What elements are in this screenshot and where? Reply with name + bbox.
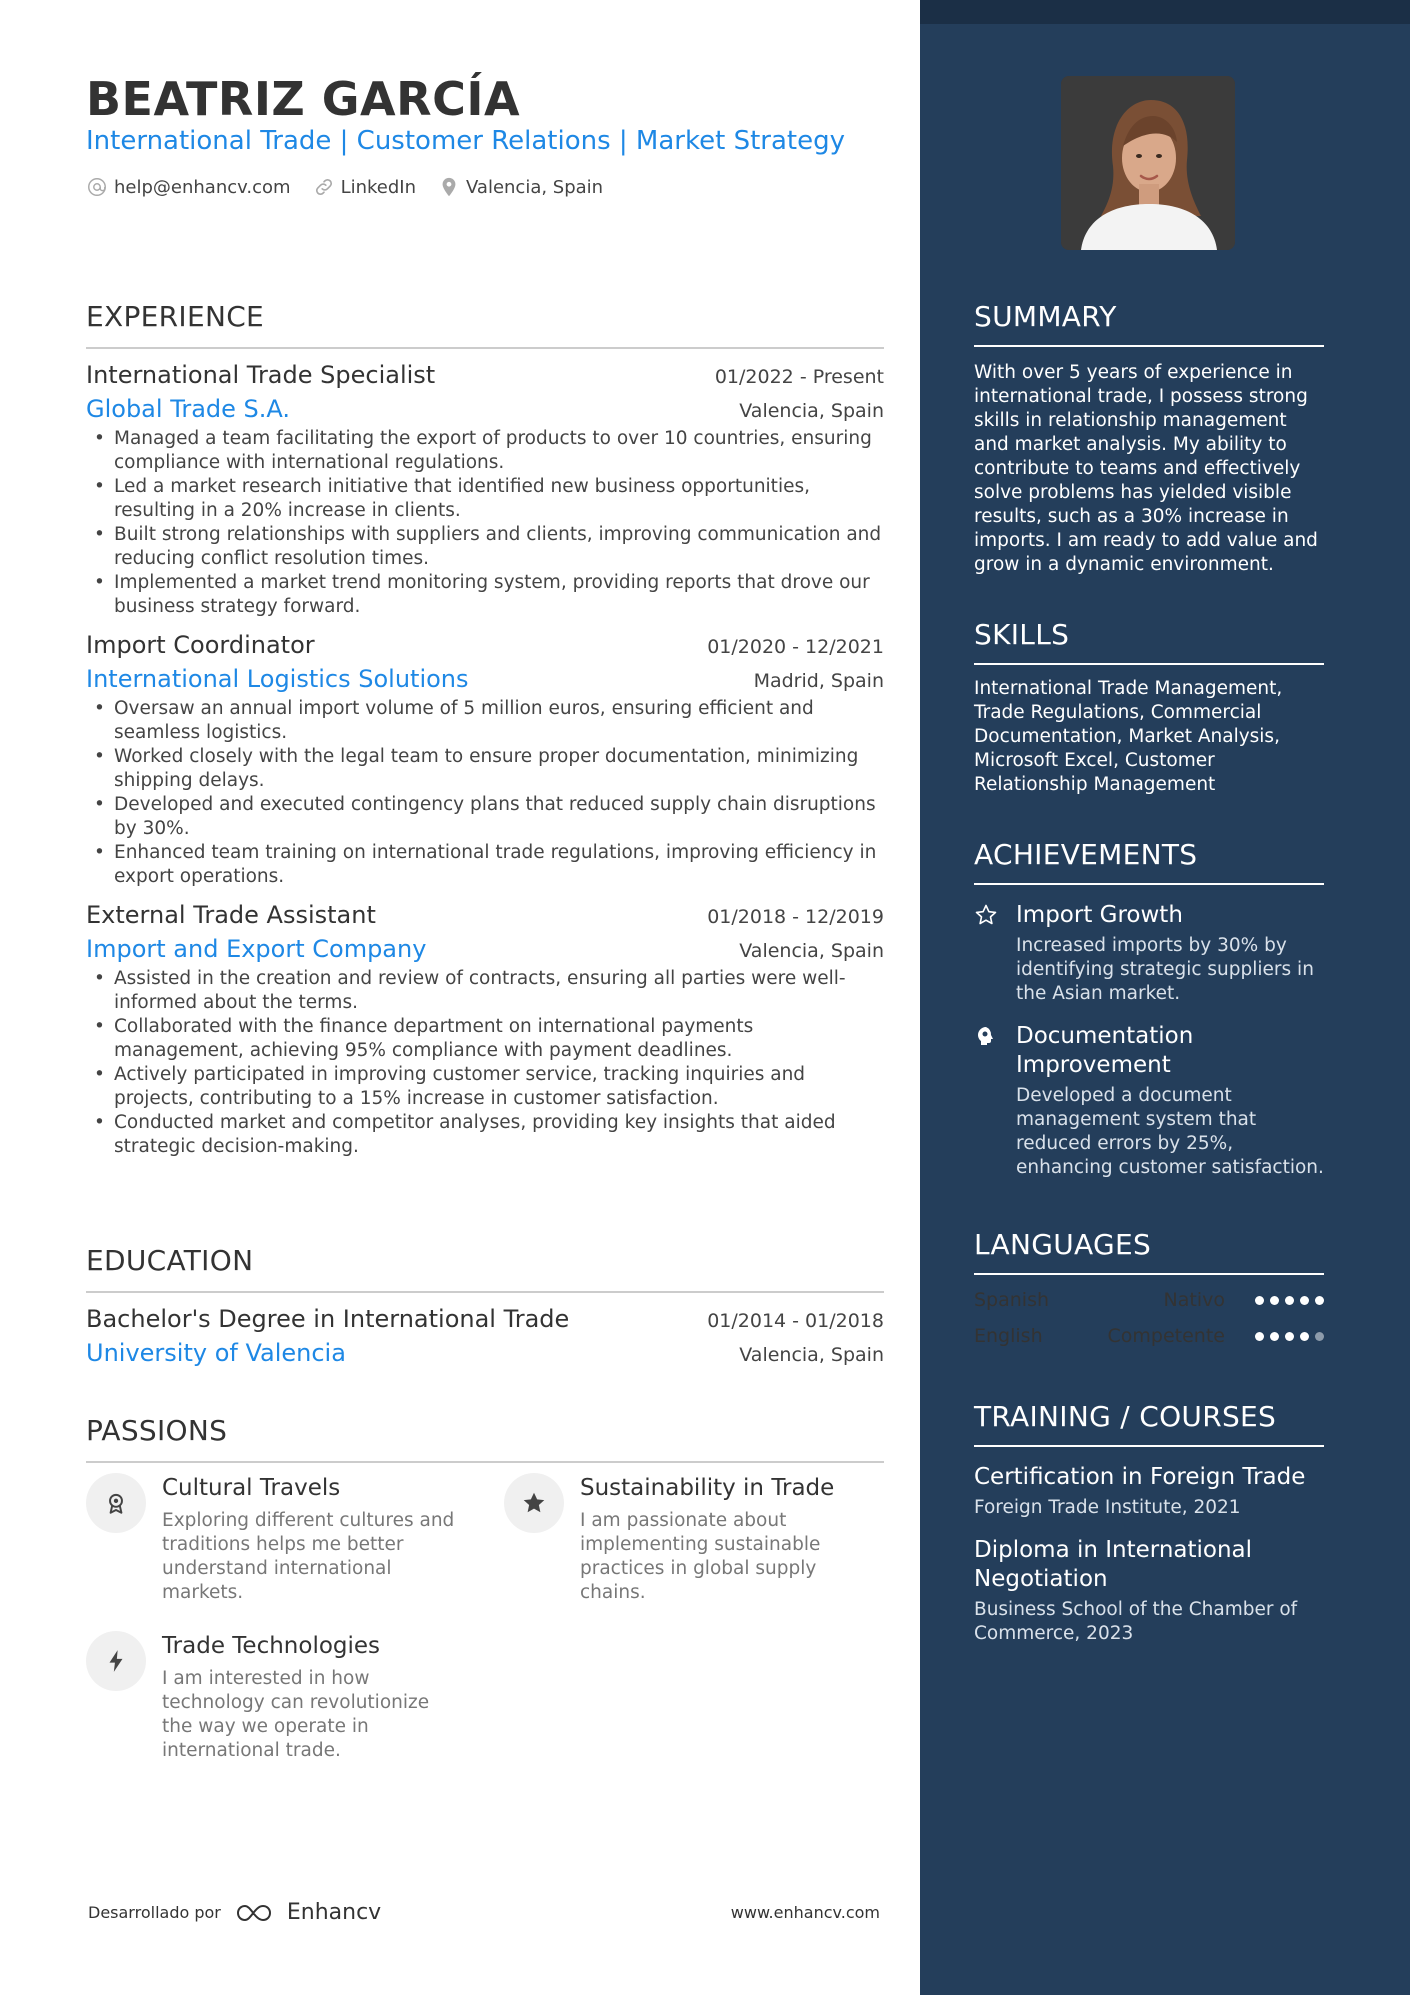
- bullet: • Worked closely with the legal team to ensure proper documentation, minimizing shipping delays.: [86, 745, 884, 793]
- bullet: • Built strong relationships with suppliers and clients, improving communication and reducing conflict resolution times.: [86, 523, 884, 571]
- job-bullets: [86, 697, 884, 889]
- rating-dot-filled: [1300, 1332, 1309, 1341]
- footer-brand: [88, 1900, 381, 1925]
- portrait-image: [1061, 76, 1235, 250]
- achievements-title: ACHIEVEMENTS: [974, 838, 1324, 885]
- job-date: 01/2018 - 12/2019: [707, 906, 884, 928]
- summary-text: With over 5 years of experience in international trade, I possess strong skills in relationship management and market analysis. My ability to contribute to teams and effectively solve problems has yielded visible results, such as a 30% increase in imports. I am ready to add value and grow in a dynamic environment.: [974, 362, 1318, 575]
- languages-section: [974, 1228, 1324, 1347]
- footer: [88, 1900, 880, 1925]
- email-text: help@enhancv.com: [114, 176, 291, 198]
- contact-email[interactable]: [86, 176, 291, 198]
- education-section: [86, 1244, 884, 1367]
- job-bullets: [86, 967, 884, 1159]
- brand-name: Enhancv: [286, 1900, 382, 1925]
- rating-dot-filled: [1285, 1296, 1294, 1305]
- bullet: • Collaborated with the finance department on international payments management, achieving 95% compliance with payment deadlines.: [86, 1015, 884, 1063]
- job-date: 01/2020 - 12/2021: [707, 636, 884, 658]
- course-title: Diploma in International Negotiation: [974, 1537, 1253, 1592]
- linkedin-text: LinkedIn: [340, 176, 416, 198]
- achievement-item: [974, 1022, 1324, 1180]
- job-location: Madrid, Spain: [753, 670, 884, 692]
- skills-text: International Trade Management, Trade Regulations, Commercial Documentation, Market Analysis, Microsoft Excel, Customer Relationship Management: [974, 678, 1283, 795]
- rating-dot-filled: [1270, 1296, 1279, 1305]
- bullet: • Managed a team facilitating the export of products to over 10 countries, ensuring compliance with international regulations.: [86, 427, 884, 475]
- lightning-icon: [86, 1631, 146, 1691]
- profile-photo: [1061, 76, 1235, 250]
- link-icon: [313, 176, 335, 198]
- course-title: Certification in Foreign Trade: [974, 1464, 1306, 1490]
- passion-desc: I am passionate about implementing sustainable practices in global supply chains.: [580, 1510, 821, 1603]
- passion-item: [504, 1473, 884, 1605]
- location-text: Valencia, Spain: [466, 176, 604, 198]
- rating-dot-empty: [1315, 1332, 1324, 1341]
- contact-bar: [86, 176, 603, 198]
- brain-icon: [974, 1024, 998, 1048]
- location-pin-icon: [438, 176, 460, 198]
- passions-title: PASSIONS: [86, 1414, 884, 1463]
- achievement-desc: Developed a document management system that reduced errors by 25%, enhancing customer satisfaction.: [1016, 1085, 1324, 1178]
- education-entry: [86, 1305, 884, 1367]
- language-level: Competente: [1107, 1325, 1225, 1347]
- languages-title: LANGUAGES: [974, 1228, 1324, 1275]
- rating-dot-filled: [1315, 1296, 1324, 1305]
- education-title: EDUCATION: [86, 1244, 884, 1293]
- bullet: • Oversaw an annual import volume of 5 million euros, ensuring efficient and seamless logistics.: [86, 697, 884, 745]
- training-title: TRAINING / COURSES: [974, 1400, 1324, 1447]
- passion-desc: Exploring different cultures and traditions helps me better understand international markets.: [162, 1510, 455, 1603]
- job-title: Import Coordinator: [86, 631, 315, 659]
- sidebar-top-band: [920, 0, 1410, 24]
- degree: Bachelor's Degree in International Trade: [86, 1305, 570, 1333]
- job-date: 01/2022 - Present: [714, 366, 884, 388]
- at-icon: [86, 176, 108, 198]
- star-icon: [504, 1473, 564, 1533]
- job-title: External Trade Assistant: [86, 901, 376, 929]
- bullet: • Conducted market and competitor analyses, providing key insights that aided strategic decision-making.: [86, 1111, 884, 1159]
- achievements-section: [974, 838, 1324, 1180]
- candidate-name: BEATRIZ GARCÍA: [86, 72, 521, 126]
- passions-section: [86, 1414, 884, 1763]
- experience-title: EXPERIENCE: [86, 300, 884, 349]
- rating-dot-filled: [1255, 1296, 1264, 1305]
- achievement-desc: Increased imports by 30% by identifying strategic suppliers in the Asian market.: [1016, 935, 1314, 1004]
- training-section: [974, 1400, 1324, 1646]
- rating-dot-filled: [1270, 1332, 1279, 1341]
- course-subtitle: Foreign Trade Institute, 2021: [974, 1497, 1241, 1518]
- job-location: Valencia, Spain: [739, 940, 884, 962]
- rating-dot-filled: [1300, 1296, 1309, 1305]
- bullet: • Enhanced team training on international trade regulations, improving efficiency in export operations.: [86, 841, 884, 889]
- company-name[interactable]: Global Trade S.A.: [86, 395, 291, 423]
- job-title: International Trade Specialist: [86, 361, 436, 389]
- passion-title: Trade Technologies: [162, 1633, 381, 1659]
- contact-linkedin[interactable]: [313, 176, 416, 198]
- bullet: • Actively participated in improving customer service, tracking inquiries and projects, contributing to a 15% increase in customer satisfaction.: [86, 1063, 884, 1111]
- education-location: Valencia, Spain: [739, 1344, 884, 1366]
- achievement-title: Documentation Improvement: [1016, 1023, 1194, 1078]
- language-rating: [1255, 1296, 1324, 1305]
- company-name[interactable]: Import and Export Company: [86, 935, 427, 963]
- achievement-title: Import Growth: [1016, 902, 1183, 928]
- star-outline-icon: [974, 903, 998, 927]
- passion-title: Sustainability in Trade: [580, 1475, 835, 1501]
- bullet: • Developed and executed contingency plans that reduced supply chain disruptions by 30%.: [86, 793, 884, 841]
- language-name: English: [974, 1325, 1043, 1347]
- language-item: [974, 1289, 1324, 1311]
- job-entry: [86, 631, 884, 889]
- infinity-icon: [233, 1902, 279, 1924]
- rating-dot-filled: [1285, 1332, 1294, 1341]
- bullet: • Assisted in the creation and review of contracts, ensuring all parties were well-informed about the terms.: [86, 967, 884, 1015]
- job-entry: [86, 901, 884, 1159]
- education-date: 01/2014 - 01/2018: [707, 1310, 884, 1332]
- passion-item: [86, 1631, 504, 1763]
- job-location: Valencia, Spain: [739, 400, 884, 422]
- passion-item: [86, 1473, 504, 1605]
- award-icon: [86, 1473, 146, 1533]
- experience-section: [86, 300, 884, 1159]
- contact-location: [438, 176, 603, 198]
- passion-desc: I am interested in how technology can revolutionize the way we operate in international trade.: [162, 1668, 430, 1761]
- school-name[interactable]: University of Valencia: [86, 1339, 346, 1367]
- enhancv-logo[interactable]: [233, 1900, 381, 1925]
- bullet: • Implemented a market trend monitoring system, providing reports that drove our business strategy forward.: [86, 571, 884, 619]
- course-item: [974, 1463, 1324, 1520]
- bullet: • Led a market research initiative that identified new business opportunities, resulting in a 20% increase in clients.: [86, 475, 884, 523]
- job-bullets: [86, 427, 884, 619]
- skills-title: SKILLS: [974, 618, 1324, 665]
- company-name[interactable]: International Logistics Solutions: [86, 665, 469, 693]
- language-item: [974, 1325, 1324, 1347]
- developed-by-label: Desarrollado por: [88, 1903, 221, 1922]
- rating-dot-filled: [1255, 1332, 1264, 1341]
- skills-section: [974, 618, 1324, 797]
- summary-section: [974, 300, 1324, 577]
- course-item: [974, 1536, 1324, 1646]
- language-level: Nativo: [1163, 1289, 1225, 1311]
- language-name: Spanish: [974, 1289, 1050, 1311]
- job-entry: [86, 361, 884, 619]
- headline: International Trade | Customer Relations | Market Strategy: [86, 126, 845, 156]
- course-subtitle: Business School of the Chamber of Commerce, 2023: [974, 1599, 1298, 1644]
- footer-url[interactable]: www.enhancv.com: [730, 1903, 880, 1922]
- summary-title: SUMMARY: [974, 300, 1324, 347]
- achievement-item: [974, 901, 1324, 1006]
- passion-title: Cultural Travels: [162, 1475, 341, 1501]
- language-rating: [1255, 1332, 1324, 1341]
